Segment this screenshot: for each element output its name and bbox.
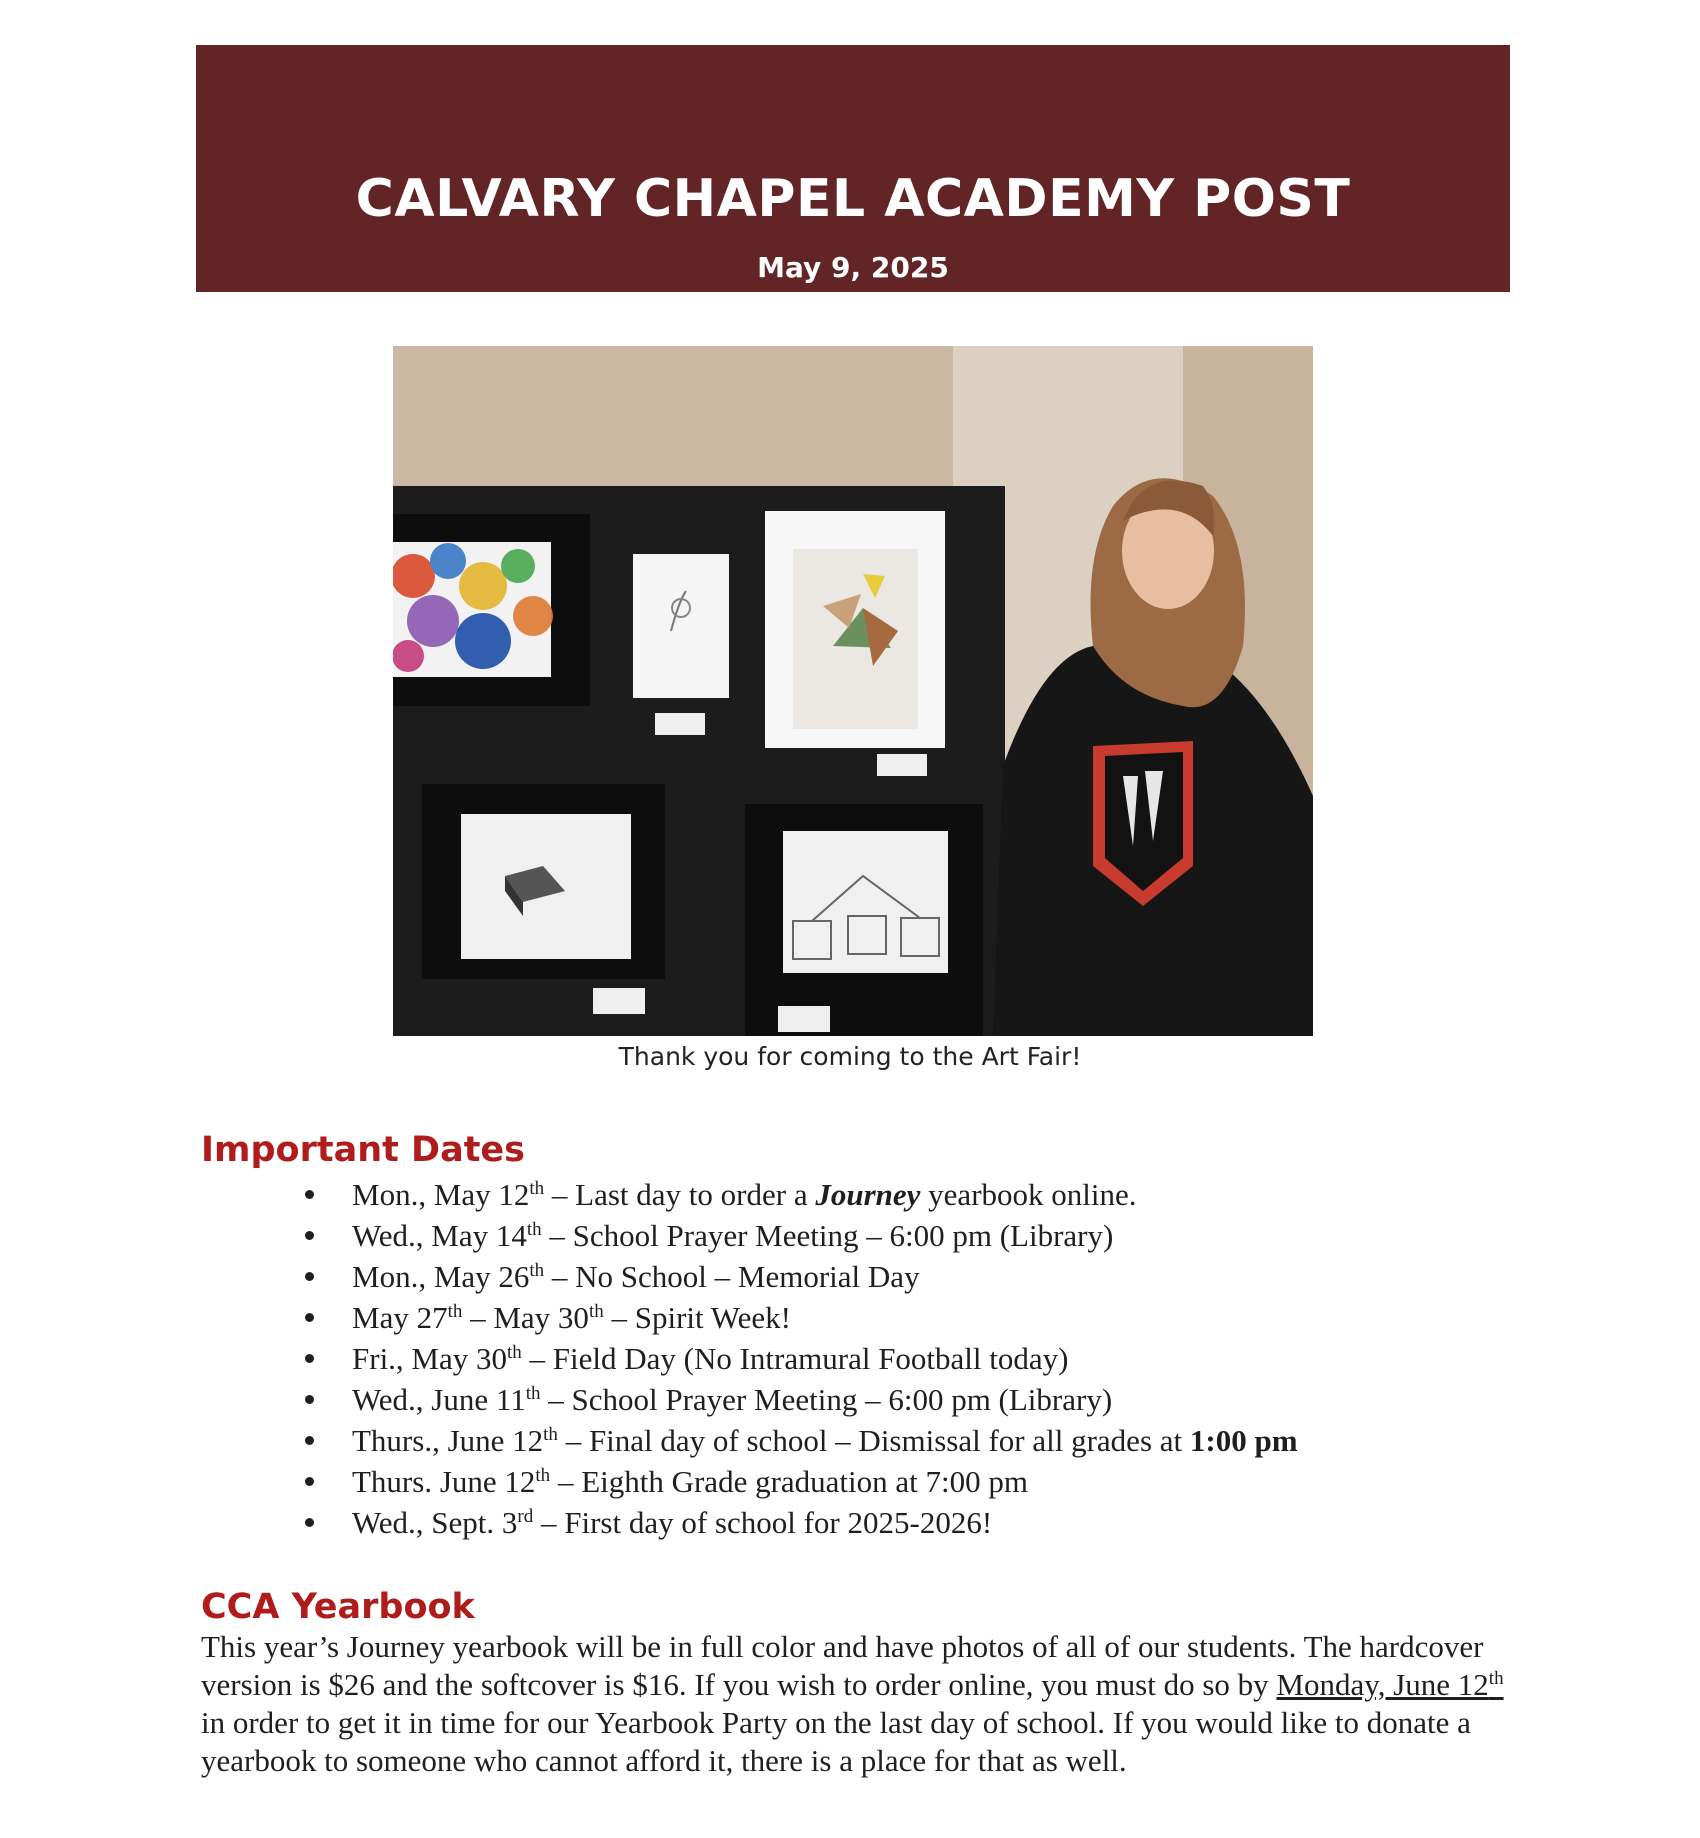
date-item: Thurs., June 12th – Final day of school – Dismissal for all grades at 1:00 pm: [300, 1420, 1298, 1461]
bullet-icon: [305, 1313, 314, 1322]
bullet-icon: [305, 1518, 314, 1527]
date-item: Fri., May 30th – Field Day (No Intramural Football today): [300, 1338, 1298, 1379]
date-item: Wed., May 14th – School Prayer Meeting – 6:00 pm (Library): [300, 1215, 1298, 1256]
bullet-icon: [305, 1436, 314, 1445]
date-item: May 27th – May 30th – Spirit Week!: [300, 1297, 1298, 1338]
bullet-icon: [305, 1231, 314, 1240]
date-item: Mon., May 12th – Last day to order a Journey yearbook online.: [300, 1174, 1298, 1215]
yearbook-paragraph: This year’s Journey yearbook will be in full color and have photos of all of our students. The hardcover version is $26 and the softcover is $16. If you wish to order online, you must do so by Monday, June 12th in order to get it in time for our Yearbook Party on the last day of school. If you would like to donate a yearbook to someone who cannot afford it, there is a place for that as well.: [201, 1629, 1504, 1778]
bullet-icon: [305, 1477, 314, 1486]
date-item: Wed., Sept. 3rd – First day of school for 2025-2026!: [300, 1502, 1298, 1543]
date-item: Wed., June 11th – School Prayer Meeting – 6:00 pm (Library): [300, 1379, 1298, 1420]
important-dates-heading: Important Dates: [201, 1130, 526, 1170]
art-fair-photo: [393, 346, 1313, 1036]
bullet-icon: [305, 1190, 314, 1199]
order-deadline: Monday, June 12th: [1276, 1667, 1504, 1702]
important-dates-list: [300, 1174, 1298, 1543]
bullet-icon: [305, 1354, 314, 1363]
bullet-icon: [305, 1395, 314, 1404]
date-item: Thurs. June 12th – Eighth Grade graduation at 7:00 pm: [300, 1461, 1298, 1502]
bullet-icon: [305, 1272, 314, 1281]
newsletter-date: May 9, 2025: [757, 251, 949, 284]
date-item: Mon., May 26th – No School – Memorial Day: [300, 1256, 1298, 1297]
newsletter-title: CALVARY CHAPEL ACADEMY POST: [355, 169, 1351, 229]
photo-caption: Thank you for coming to the Art Fair!: [618, 1042, 1082, 1071]
masthead-banner: [196, 45, 1510, 292]
yearbook-heading: CCA Yearbook: [201, 1587, 475, 1627]
